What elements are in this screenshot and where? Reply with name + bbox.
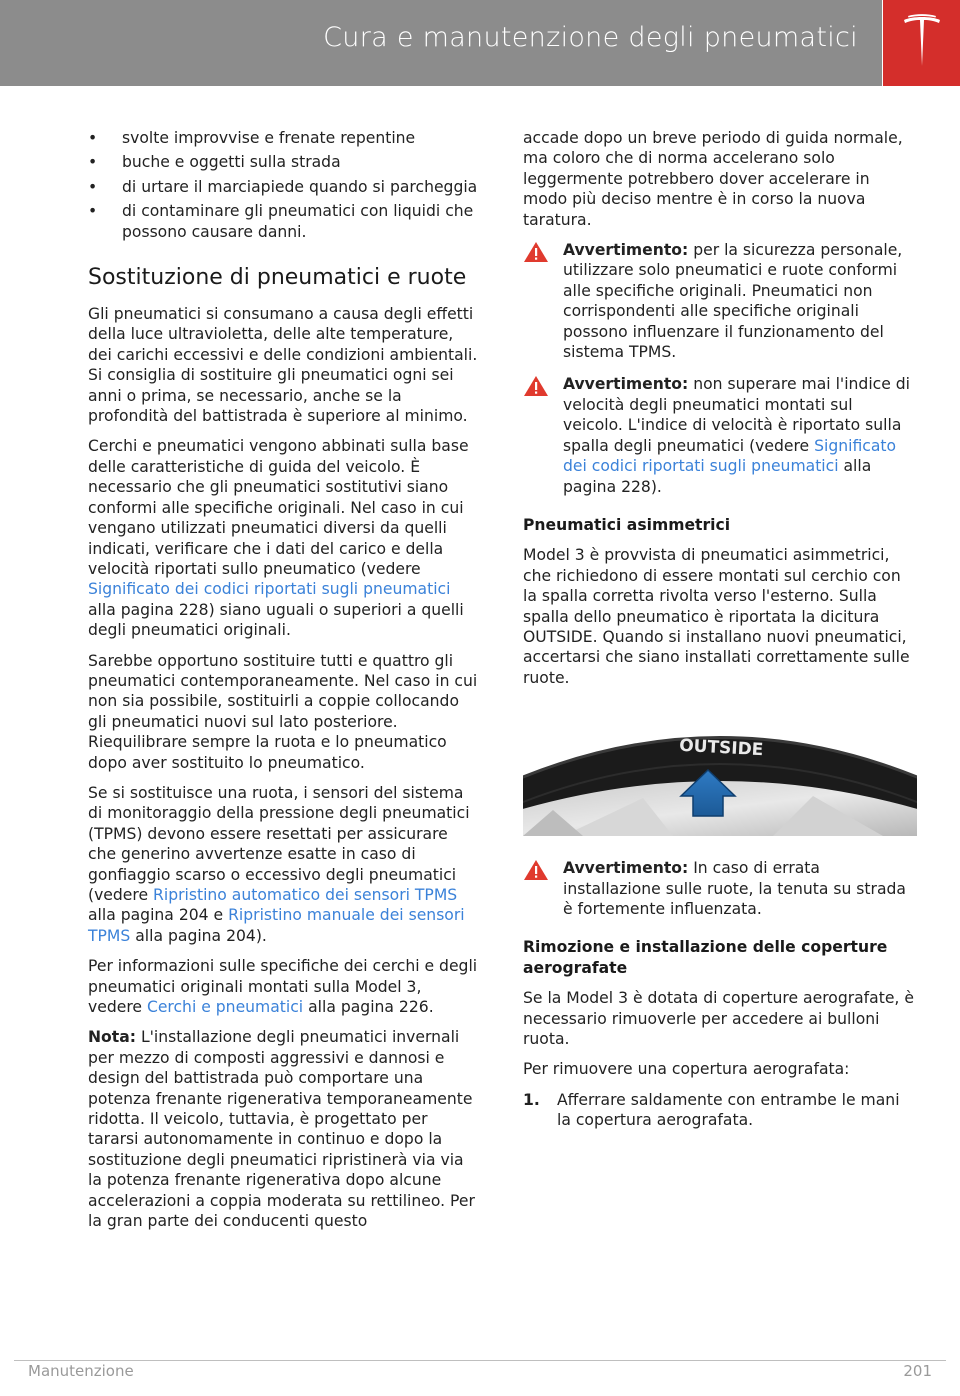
- note-label: Nota:: [88, 1028, 136, 1047]
- paragraph: Model 3 è provvista di pneumatici asimmetrici, che richiedono di essere montati sul cerchio con la spalla corretta rivolta verso l'esterno. Sulla spalla dello pneumatico è riportata la dicitura OUTSIDE. Quando si installano nuovi pneumatici, accertarsi che siano installati correttamente sulle ruote.: [523, 546, 910, 687]
- list-item: • svolte improvvise e frenate repentine: [88, 128, 480, 148]
- text-span: alla pagina 228) siano uguali o superiori a quelli degli pneumatici originali.: [88, 600, 464, 640]
- page-title: Cura e manutenzione degli pneumatici: [323, 22, 858, 53]
- list-item: • buche e oggetti sulla strada: [88, 152, 480, 172]
- text-span: alla pagina 226.: [303, 998, 434, 1017]
- warning-label: Avvertimento:: [563, 241, 689, 260]
- paragraph: Gli pneumatici si consumano a causa degli effetti della luce ultravioletta, delle alte temperature, dei carichi eccessivi e delle condizioni ambientali. Si consiglia di sostituire gli pneumatici ogni sei anni o prima, se necessario, anche se la profondità del battistrada è superiore al minimo.: [88, 305, 478, 426]
- paragraph: [88, 783, 480, 946]
- tire-illustration: [523, 710, 917, 836]
- paragraph: accade dopo un breve periodo di guida normale, ma coloro che di norma accelerano solo leggermente potrebbero dover accelerare in modo più deciso mentre è in corso la nuova taratura.: [523, 129, 903, 229]
- text-span: Se si sostituisce una ruota, i sensori del sistema di monitoraggio della pressione degli pneumatici (TPMS) devono essere resettati per assicurare che generino avvertenze esatte in caso di gonfiaggio scarso o eccessivo degli pneumatici (vedere: [88, 783, 470, 904]
- link-wheels-tires[interactable]: Cerchi e pneumatici: [146, 998, 304, 1017]
- tire-outside-figure: [523, 710, 917, 836]
- warning-label: Avvertimento:: [563, 859, 689, 878]
- warning-triangle-icon: [523, 859, 549, 881]
- link-tire-codes[interactable]: Significato dei codici riportati sugli pneumatici: [563, 436, 897, 476]
- link-tpms-auto-reset[interactable]: Ripristino automatico dei sensori TPMS: [153, 886, 458, 904]
- text-span: In caso di errata installazione sulle ruote, la tenuta su strada è fortemente influenzata.: [563, 859, 906, 918]
- section-heading: Sostituzione di pneumatici e ruote: [88, 265, 467, 291]
- text-span: Per informazioni sulle specifiche dei cerchi e degli pneumatici originali montati sulla Model 3, vedere: [88, 957, 478, 1017]
- link-tpms-manual-reset[interactable]: Ripristino manuale dei sensori TPMS: [88, 906, 465, 945]
- page-number: 201: [903, 1362, 932, 1380]
- text-span: L'installazione degli pneumatici invernali per mezzo di composti aggressivi e dannosi e design del battistrada può comportare una potenza frenante rigenerativa temporaneamente ridotta. Il veicolo, tuttavia, è progettato per tararsi autonomamente in continuo e dopo la sostituzione degli pneumatici ripristinerà via via la potenza frenante rigenerativa dopo alcune accelerazioni a coppia moderata su rettilineo. Per la gran parte dei conducenti questo: [88, 1028, 475, 1231]
- outside-label: OUTSIDE: [678, 735, 764, 761]
- text-span: Cerchi e pneumatici vengono abbinati sulla base delle caratteristiche di guida del veicolo. È necessario che gli pneumatici sostitutivi siano conformi alle specifiche originali. Nel caso in cui vengano utilizzati pneumatici diversi da quelli indicati, verificare che i dati del carico e della velocità riportati sullo pneumatico (vedere: [88, 437, 469, 578]
- paragraph: [88, 956, 480, 1017]
- footer-section: Manutenzione: [28, 1362, 134, 1380]
- subsection-heading: Pneumatici asimmetrici: [523, 515, 731, 534]
- step-number: 1.: [523, 1090, 540, 1109]
- warning-block: [523, 858, 917, 919]
- text-span: non superare mai l'indice di velocità degli pneumatici montati sul veicolo. L'indice di velocità è riportato sulla spalla degli pneumatici (vedere: [563, 375, 911, 455]
- subsection-heading: Rimozione e installazione delle coperture aerografate: [523, 938, 888, 977]
- tesla-logo-icon: [902, 14, 942, 68]
- list-item: [523, 1090, 917, 1131]
- text-span: alla pagina 204 e: [88, 906, 229, 925]
- list-item: • di urtare il marciapiede quando si parcheggia: [88, 177, 480, 197]
- note-paragraph: [88, 1027, 480, 1231]
- warning-block: [523, 374, 917, 496]
- text-span: per la sicurezza personale, utilizzare solo pneumatici e ruote conformi alle specifiche originali. Pneumatici non corrispondenti alle specifiche originali possono influenzare il funzionamento del sistema TPMS.: [563, 241, 903, 362]
- bullet-list: [88, 128, 480, 242]
- header-bar: [0, 0, 882, 86]
- paragraph: Per rimuovere una copertura aerografata:: [523, 1060, 850, 1079]
- link-tire-codes[interactable]: Significato dei codici riportati sugli pneumatici: [88, 580, 451, 599]
- paragraph: [88, 436, 480, 640]
- right-column: [523, 128, 917, 1131]
- warning-triangle-icon: [523, 375, 549, 397]
- step-text: Afferrare saldamente con entrambe le mani la copertura aerografata.: [557, 1090, 900, 1130]
- warning-label: Avvertimento:: [563, 375, 689, 394]
- text-span: alla pagina 204).: [130, 926, 267, 945]
- list-item: • di contaminare gli pneumatici con liquidi che possono causare danni.: [88, 201, 480, 242]
- footer-divider: [14, 1360, 946, 1361]
- brand-logo-box: [883, 0, 960, 86]
- left-column: [88, 128, 480, 1242]
- steps-list: [523, 1090, 917, 1131]
- paragraph: Sarebbe opportuno sostituire tutti e quattro gli pneumatici contemporaneamente. Nel caso in cui non sia possibile, sostituirli a coppie collocando gli pneumatici nuovi sul lato posteriore. Riequilibrare sempre la ruota e lo pneumatico dopo aver sostituito lo pneumatico.: [88, 651, 478, 772]
- paragraph: Se la Model 3 è dotata di coperture aerografate, è necessario rimuoverle per accedere ai bulloni ruota.: [523, 989, 914, 1048]
- warning-block: [523, 240, 917, 362]
- text-span: alla pagina 228).: [563, 457, 872, 496]
- warning-triangle-icon: [523, 241, 549, 263]
